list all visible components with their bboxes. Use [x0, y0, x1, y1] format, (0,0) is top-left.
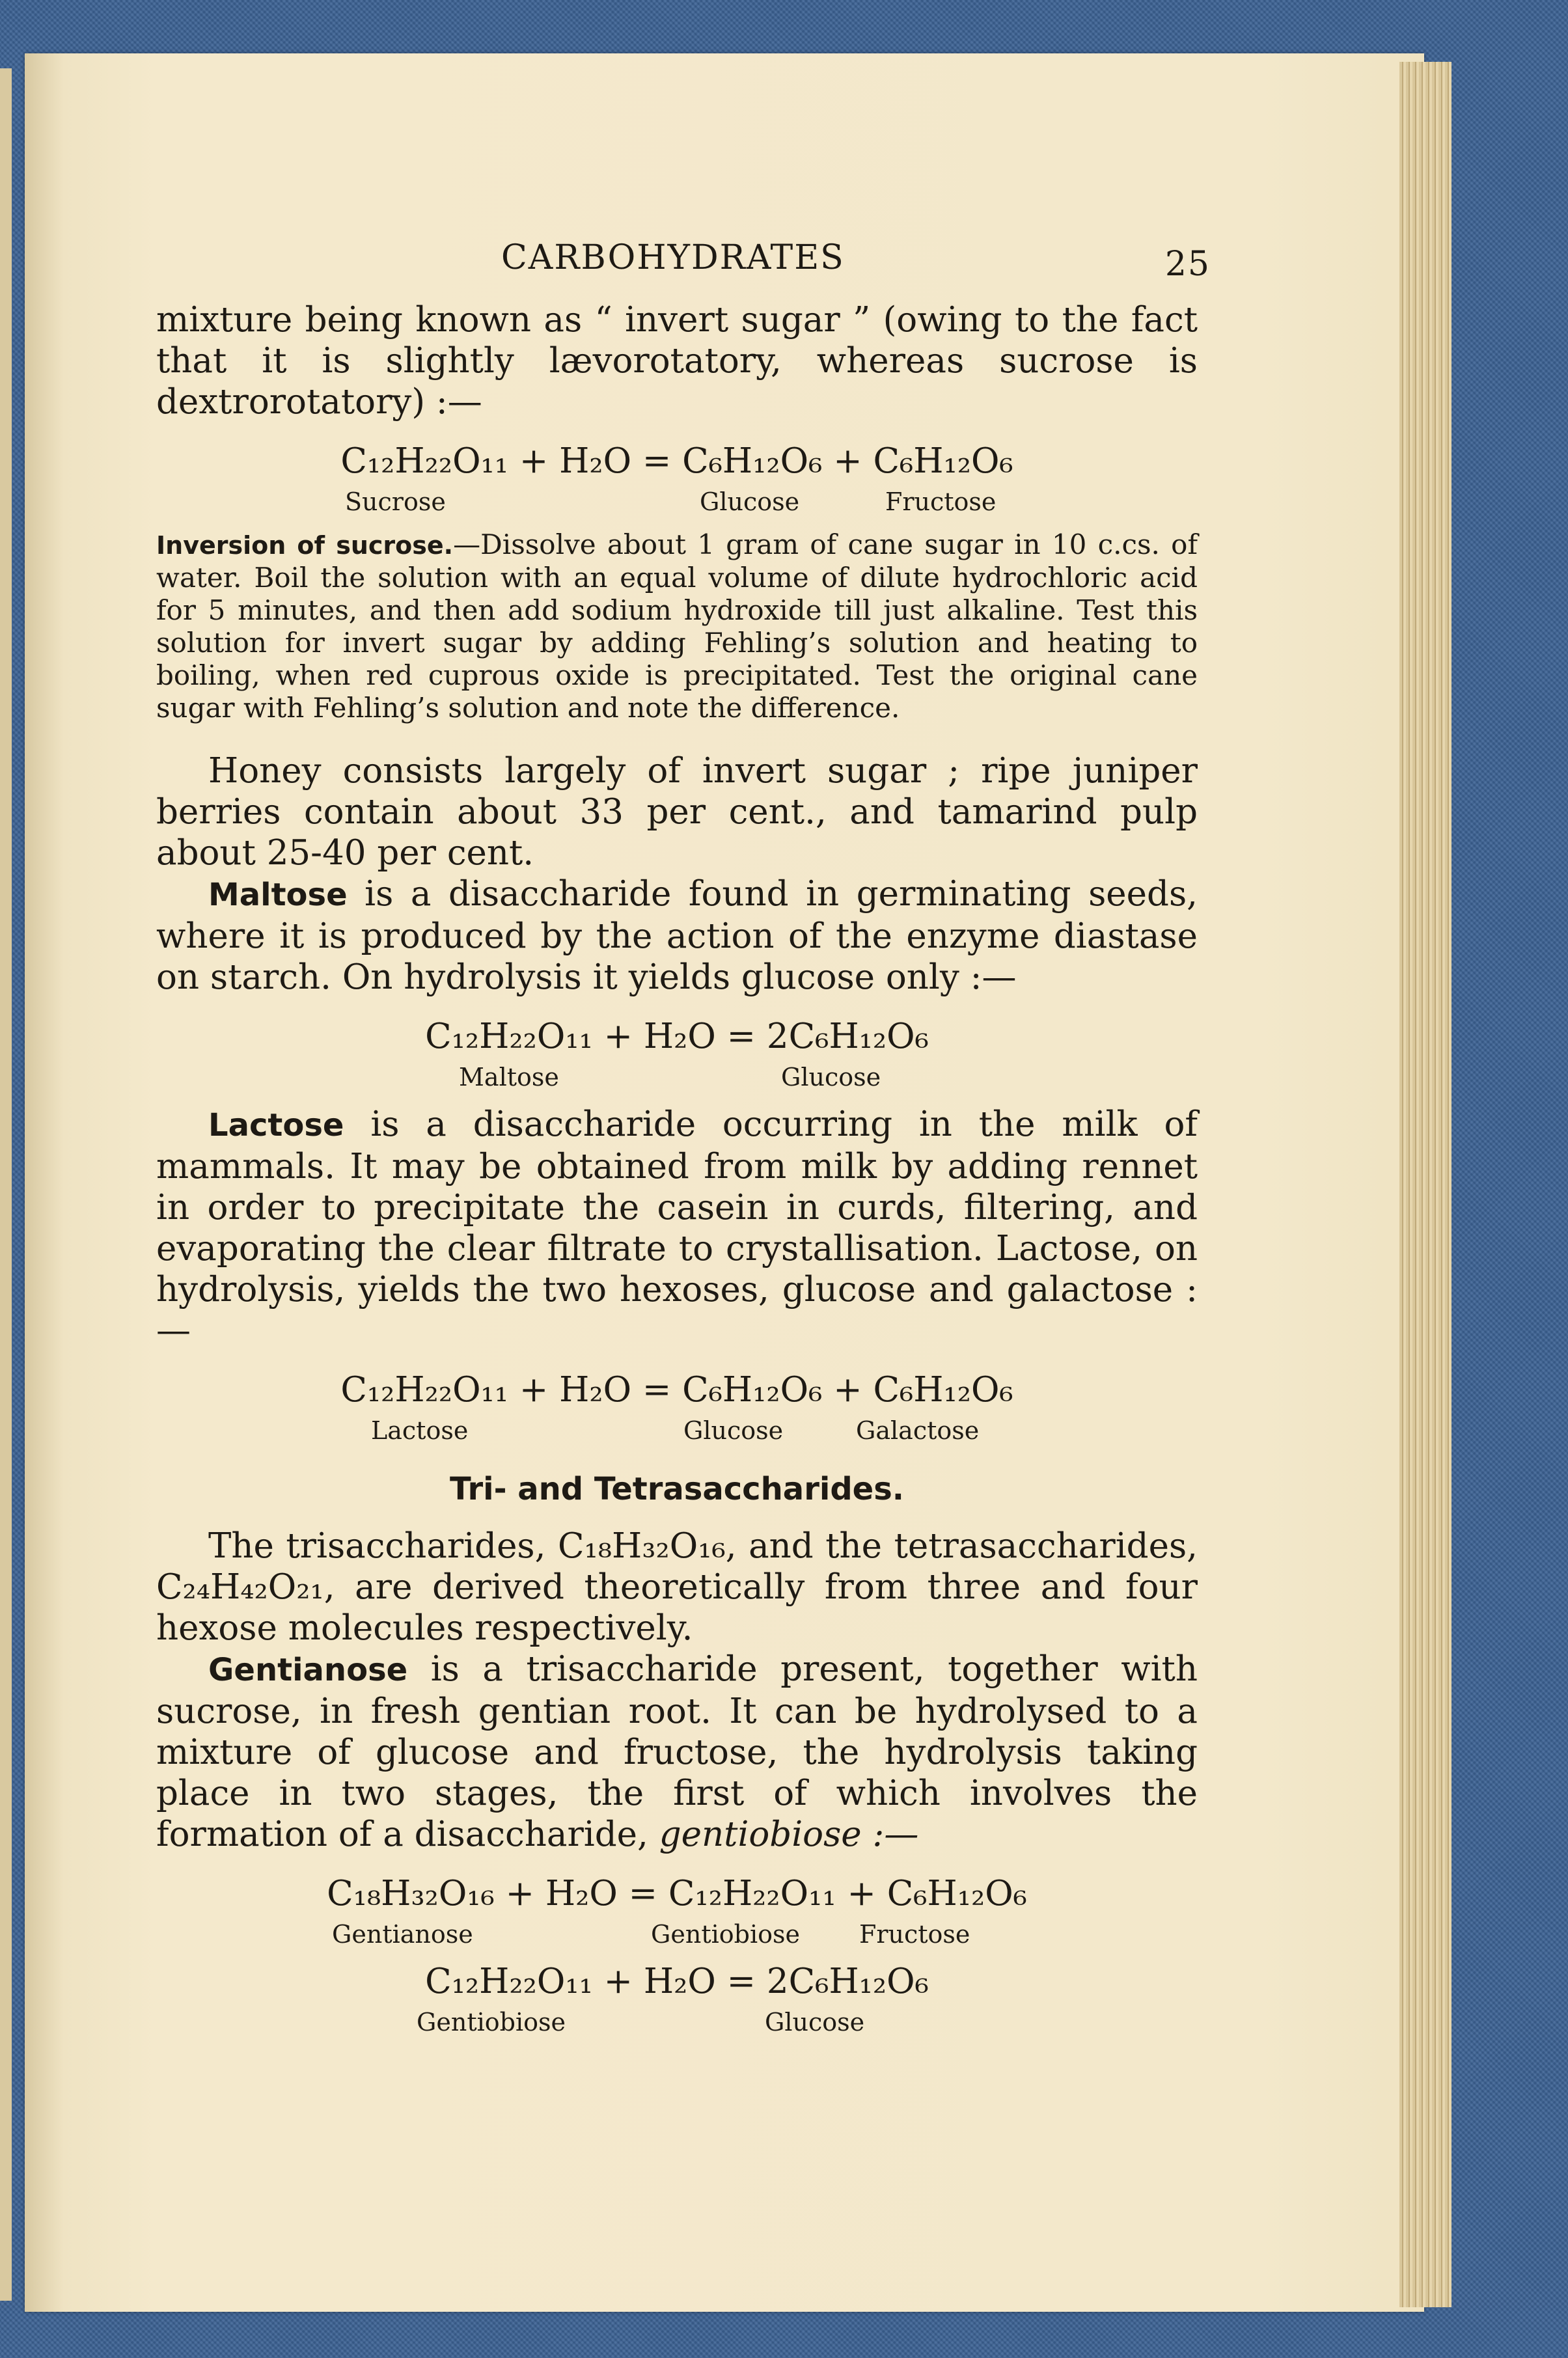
label-glucose: Glucose [683, 1416, 784, 1445]
equation-gentianose [156, 1873, 1198, 1947]
inversion-body: —Dissolve about 1 gram of cane sugar in 10 c.cs. of water. Boil the solution with an equal volume of dilute hydrochloric acid for 5 minutes, and then add sodium hydroxide till just alkaline. Test this solution for invert sugar by adding Fehling’s solution and heating to boiling, when red cuprous oxide is precipitated. Test the original cane sugar with Fehling’s solution and note the difference. [156, 528, 1198, 724]
equation-labels [156, 1410, 1198, 1443]
equation-formula: C₁₂H₂₂O₁₁ + H₂O = 2C₆H₁₂O₆ [425, 1017, 929, 1056]
label-sucrose: Sucrose [345, 487, 446, 516]
label-lactose: Lactose [371, 1416, 469, 1445]
gentianose-title: Gentianose [208, 1652, 408, 1688]
gentianose-body: is a trisaccharide present, together with sucrose, in fresh gentian root. It can be hydrolysed to a mixture of glucose and fructose, the hydrolysis taking place in two stages, the first of which involves the formation of a disaccharide, [156, 1649, 1198, 1854]
label-glucose: Glucose [700, 487, 800, 516]
equation-labels [156, 1914, 1198, 1947]
page-text [156, 238, 1211, 2049]
label-glucose: Glucose [765, 2008, 865, 2036]
equation-formula: C₁₂H₂₂O₁₁ + H₂O = 2C₆H₁₂O₆ [425, 1962, 929, 2001]
label-gentiobiose: Gentiobiose [651, 1920, 800, 1949]
equation-formula: C₁₂H₂₂O₁₁ + H₂O = C₆H₁₂O₆ + C₆H₁₂O₆ [340, 441, 1013, 481]
paragraph-inversion-experiment [156, 528, 1198, 724]
lactose-title: Lactose [208, 1107, 344, 1144]
equation-sucrose [156, 441, 1198, 514]
running-title: CARBOHYDRATES [501, 238, 845, 277]
equation-formula: C₁₂H₂₂O₁₁ + H₂O = C₆H₁₂O₆ + C₆H₁₂O₆ [340, 1370, 1013, 1410]
paragraph-maltose [156, 873, 1198, 998]
lactose-body: is a disaccharide occurring in the milk of mammals. It may be obtained from milk by adding rennet in order to precipitate the casein in curds, filtering, and evaporating the clear filtrate to crystallisation. Lactose, on hydrolysis, yields the two hexoses, glucose and galactose :— [156, 1104, 1198, 1350]
running-header [156, 238, 1211, 299]
equation-lactose [156, 1369, 1198, 1443]
label-gentianose: Gentianose [332, 1920, 473, 1949]
facing-page-edge [0, 68, 12, 2301]
label-galactose: Galactose [856, 1416, 980, 1445]
label-gentiobiose: Gentiobiose [417, 2008, 566, 2036]
equation-formula: C₁₈H₃₂O₁₆ + H₂O = C₁₂H₂₂O₁₁ + C₆H₁₂O₆ [327, 1874, 1027, 1913]
maltose-title: Maltose [208, 877, 348, 913]
page-number: 25 [1164, 245, 1211, 284]
equation-labels [156, 482, 1198, 514]
gentiobiose-term: gentiobiose :— [659, 1815, 919, 1854]
paragraph-gentianose [156, 1649, 1198, 1855]
equation-labels [156, 1057, 1198, 1090]
paragraph-invert-sugar: mixture being known as “ invert sugar ” (owing to the fact that it is slightly lævorotatory, whereas sucrose is dextrorotatory) :— [156, 300, 1198, 422]
label-maltose: Maltose [459, 1063, 559, 1091]
label-glucose: Glucose [781, 1063, 881, 1091]
equation-maltose [156, 1016, 1198, 1090]
inversion-title: Inversion of sucrose. [156, 531, 454, 560]
section-heading: Tri- and Tetrasaccharides. [449, 1471, 905, 1507]
maltose-body: is a disaccharide found in germinating seeds, where it is produced by the action of the enzyme diastase on starch. On hydrolysis it yields glucose only :— [156, 874, 1198, 997]
equation-labels [156, 2002, 1198, 2035]
equation-gentiobiose [156, 1961, 1198, 2035]
page-stack-edges [1399, 62, 1451, 2307]
paragraph-trisaccharides: The trisaccharides, C₁₈H₃₂O₁₆, and the tetrasaccharides, C₂₄H₄₂O₂₁, are derived theoretically from three and four hexose molecules respectively. [156, 1526, 1198, 1648]
paragraph-lactose [156, 1104, 1198, 1351]
label-fructose: Fructose [885, 487, 997, 516]
label-fructose: Fructose [859, 1920, 970, 1949]
paragraph-honey: Honey consists largely of invert sugar ; ripe juniper berries contain about 33 per cent., and tamarind pulp about 25-40 per cent. [156, 751, 1198, 873]
